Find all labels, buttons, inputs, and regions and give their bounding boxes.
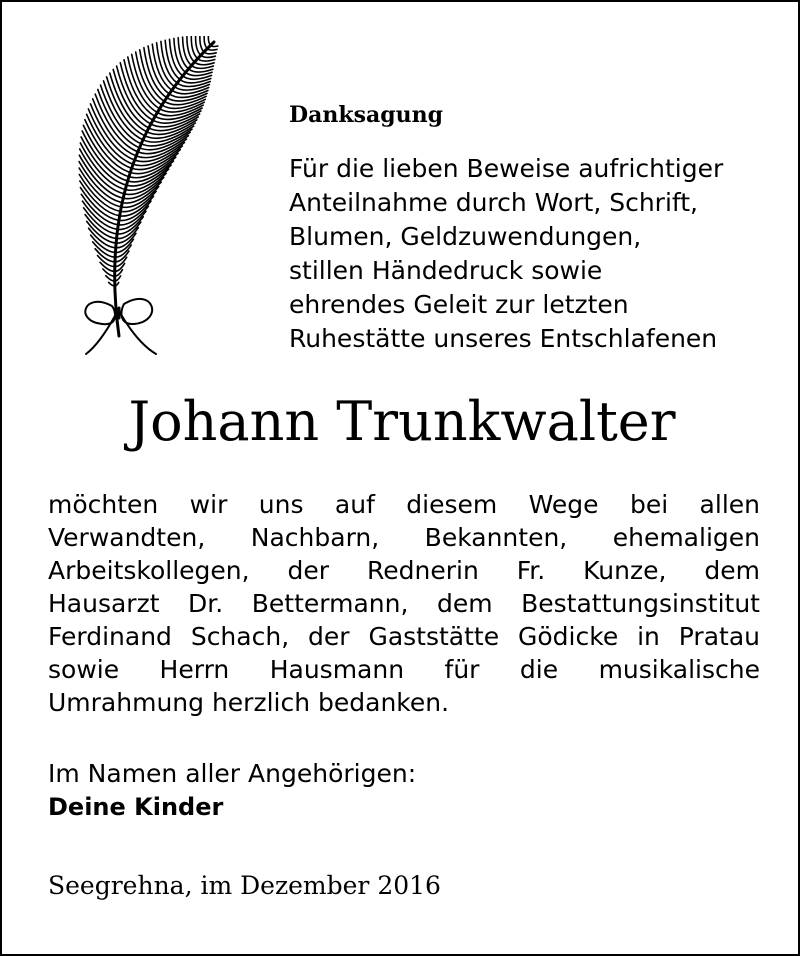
body-line: sowie Herrn Hausmann für die musikalische [48,655,760,684]
notice-heading: Danksagung [289,102,443,128]
body-line: Ferdinand Schach, der Gaststätte Gödicke in Pratau [48,622,760,651]
deceased-name: Johann Trunkwalter [128,390,676,453]
feather-with-ribbon-icon [64,36,224,366]
intro-line: Anteilnahme durch Wort, Schrift, [289,188,699,217]
intro-line: Ruhestätte unseres Entschlafenen [289,324,718,353]
intro-line: Blumen, Geldzuwendungen, [289,222,642,251]
body-line: Arbeitskollegen, der Rednerin Fr. Kunze, dem [48,556,760,585]
thanks-paragraph [48,488,760,719]
body-line: Verwandten, Nachbarn, Bekannten, ehemaligen [48,523,760,552]
intro-line: Für die lieben Beweise aufrichtiger [289,154,724,183]
signer-name: Deine Kinder [48,793,224,821]
intro-paragraph [289,152,789,356]
body-line: möchten wir uns auf diesem Wege bei allen [48,490,760,519]
place-and-date: Seegrehna, im Dezember 2016 [48,871,441,900]
body-line: Hausarzt Dr. Bettermann, dem Bestattungsinstitut [48,589,760,618]
signature-intro: Im Namen aller Angehörigen: [48,759,417,788]
intro-line: ehrendes Geleit zur letzten [289,290,629,319]
intro-line: stillen Händedruck sowie [289,256,603,285]
body-line: Umrahmung herzlich bedanken. [48,688,450,717]
